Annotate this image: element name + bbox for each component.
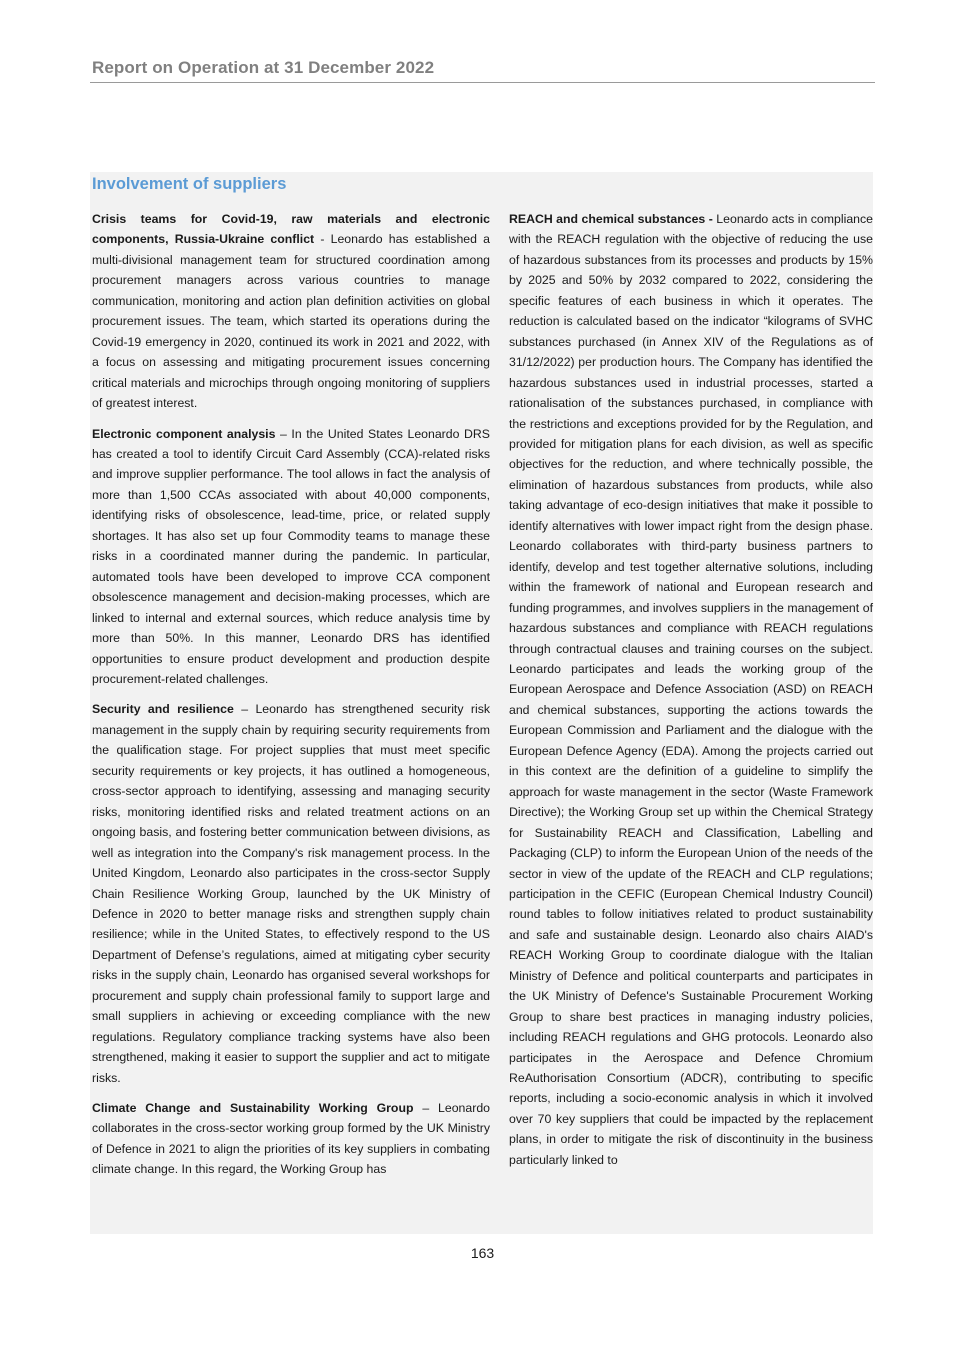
paragraph-body: – In the United States Leonardo DRS has created a tool to identify Circuit Card Assembly (CCA)-related risks and improve supplier performance. The tool allows in fact the analysis of more than 1,500 CCAs associated with about 40,000 components, identifying risks of obsolescence, lead-time, price, or related supply shortages. It has also set up four Commodity teams to manage these risks in a coordinated manner during the pandemic. In particular, automated tools have been developed to improve CCA component obsolescence management and decision-making processes, which are linked to internal and external sources, which reduce analysis time by more than 50%. In this manner, Leonardo DRS has identified opportunities to ensure product development and production despite procurement-related challenges. xyxy=(92,426,490,686)
left-column xyxy=(92,209,490,1190)
paragraph-lead: REACH and chemical substances - xyxy=(509,212,713,226)
paragraph-body: – Leonardo has strengthened security risk management in the supply chain by requiring security requirements from the qualification stage. For project supplies that must meet specific security requirements or key projects, it has outlined a homogeneous, cross-sector approach to identifying, assessing and managing security risks, monitoring identified risks and related treatment actions on an ongoing basis, and fostering better communication between divisions, as well as integration into the Company's risk management process. In the United Kingdom, Leonardo also participates in the cross-sector Supply Chain Resilience Working Group, launched by the UK Ministry of Defence in 2020 to better manage risks and strengthen supply chain resilience; while in the United States, to effectively respond to the US Department of Defense’s regulations, aimed at mitigating cyber security risks in the supply chain, Leonardo has organised several workshops for procurement and supply chain professional family to support large and small suppliers in achieving or exceeding compliance with the new regulations. Regulatory compliance tracking systems have also been strengthened, making it easier to support the supplier and act to mitigate risks. xyxy=(92,702,490,1085)
paragraph-crisis-teams xyxy=(92,209,490,414)
paragraph-security-resilience xyxy=(92,699,490,1088)
right-column xyxy=(509,209,873,1180)
paragraph-lead: Crisis teams for Covid-19, raw materials and electronic components, Russia-Ukraine conflict xyxy=(92,212,490,247)
page-number: 163 xyxy=(470,1245,495,1261)
paragraph-lead: Security and resilience xyxy=(92,702,234,717)
paragraph-lead: Climate Change and Sustainability Working Group xyxy=(92,1101,414,1116)
paragraph-climate-change xyxy=(92,1098,490,1180)
section-title: Involvement of suppliers xyxy=(92,175,287,193)
paragraph-electronic-component-analysis xyxy=(92,424,490,690)
header-divider xyxy=(90,82,875,83)
report-header-title: Report on Operation at 31 December 2022 xyxy=(92,58,435,77)
paragraph-reach-chemical-substances xyxy=(509,209,873,1170)
paragraph-body: – Leonardo collaborates in the cross-sector working group formed by the UK Ministry of Defence in 2021 to align the priorities of its key suppliers in combating climate change. In this regard, the Working Group has xyxy=(92,1101,491,1177)
paragraph-lead: Electronic component analysis xyxy=(92,426,276,441)
paragraph-body: Leonardo acts in compliance with the REACH regulation with the objective of reducing the use of hazardous substances from its processes and products by 15% by 2025 and 50% by 2032 compared to 2022, considering the specific features of each business in which it operates. The reduction is calculated based on the indicator “kilograms of SVHC substances purchased (in Annex XIV of the Regulations as of 31/12/2022) per production hours. The Company has identified the hazardous substances used in industrial processes, started a rationalisation of the substances purchased, in compliance with the restrictions and exceptions provided for by the Regulation, and provided for mitigation plans for each division, as well as specific objectives for the reduction, and where technically possible, the elimination of hazardous substances from products, while also taking advantage of eco-design initiatives that make it possible to identify alternatives with lower impact right from the design phase. Leonardo collaborates with third-party business partners to identify, develop and test together alternative solutions, including within the framework of national and European research and funding programmes, and involves suppliers in the management of hazardous substances and compliance with REACH regulations through contractual clauses and training courses on the subject. Leonardo participates and leads the working group of the European Aerospace and Defence Association (ASD) on REACH and chemical substances, supporting the actions towards the European Commission and Parliament and the dialogue with the European Defence Agency (EDA). Among the projects carried out in this context are the definition of a guideline to simplify the approach for waste management in the sector (Waste Framework Directive); the Working Group set up within the Chemical Strategy for Sustainability REACH and Classification, Labelling and Packaging (CLP) to inform the European Union of the needs of the sector in view of the update of the REACH and CLP regulations; participation in the CEFIC (European Chemical Industry Council) round tables to follow initiatives related to product sustainability and safe and sustainable design. Leonardo also chairs AIAD's REACH Working Group to coordinate dialogue with the Italian Ministry of Defence and political counterparts and participates in the UK Ministry of Defence's Sustainable Procurement Working Group to share best practices in managing industry policies, including REACH regulations and GHG protocols. Leonardo also participates in the Aerospace and Defence Chromium ReAuthorisation Consortium (ADCR), contributing to specific reports, including a socio-economic analysis in which it involved over 70 key suppliers that could be impacted by the replacement plans, in order to mitigate the risk of discontinuity in the business particularly linked to xyxy=(509,212,873,1167)
paragraph-body: - Leonardo has established a multi-divisional management team for structured coordination among procurement managers across various countries to manage communication, monitoring and action plan definition activities on global procurement issues. The team, which started its operations during the Covid-19 emergency in 2020, continued its work in 2021 and 2022, with a focus on assessing and mitigating procurement issues concerning critical materials and microchips through ongoing monitoring of suppliers of greatest interest. xyxy=(92,232,490,411)
